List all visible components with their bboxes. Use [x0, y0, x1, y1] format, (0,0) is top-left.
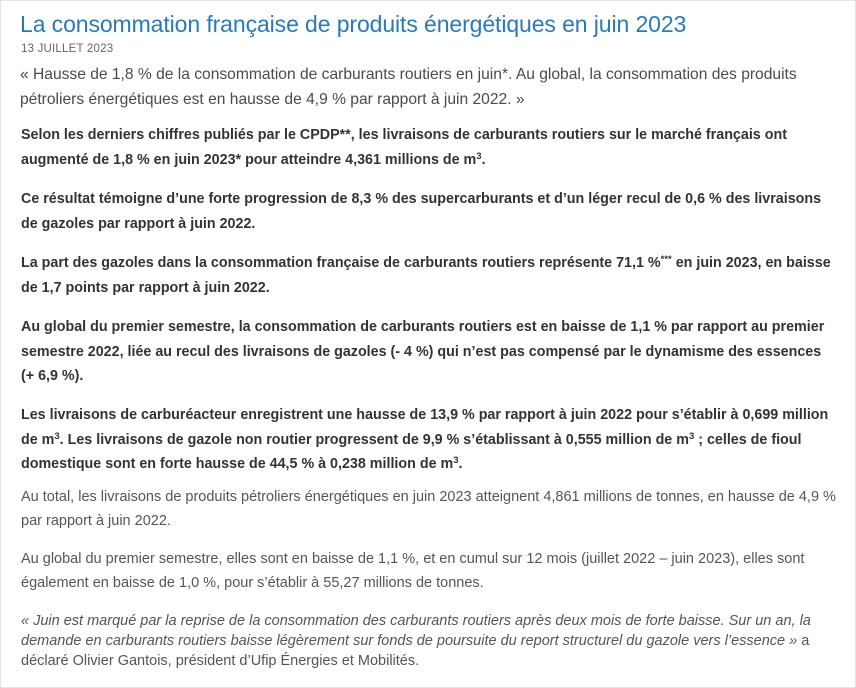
paragraph-text: . [481, 151, 486, 168]
paragraph-text: Les livraisons de carburéacteur enregistrent une hausse de 13,9 % par rapport à juin 2022 pour s’établir à 0,699 million de m [21, 407, 829, 448]
paragraph-gazoles-share [21, 251, 836, 300]
paragraph-carbureacteur [21, 403, 836, 477]
paragraph-text: La part des gazoles dans la consommation française de carburants routiers représente 71,1 % [21, 255, 661, 271]
paragraph-cumulative: Au global du premier semestre, elles sont en baisse de 1,1 %, et en cumul sur 12 mois (juillet 2022 – juin 2023), elles sont également en baisse de 1,0 %, pour s’établir à 55,27 millions de tonnes. [21, 551, 805, 591]
article-date: 13 JUILLET 2023 [21, 43, 114, 55]
paragraph-text: ; celles de fioul domestique sont en forte hausse de 44,5 % à 0,238 million de m [21, 431, 802, 472]
superscript: 3 [688, 430, 695, 442]
paragraph-text: en juin 2023, en baisse de 1,7 points par rapport à juin 2022. [21, 255, 831, 296]
quote-attribution: a déclaré Olivier Gantois, président d’Ufip Énergies et Mobilités. [21, 633, 810, 669]
paragraph-total-deliveries: Au total, les livraisons de produits pétroliers énergétiques en juin 2023 atteignent 4,861 millions de tonnes, en hausse de 4,9 % par rapport à juin 2022. [21, 489, 836, 529]
paragraph-text: Selon les derniers chiffres publiés par le CPDP**, les livraisons de carburants routiers sur le marché français ont augmenté de 1,8 % en juin 2023* pour atteindre 4,361 millions de m [21, 127, 787, 168]
superscript: 3 [54, 430, 60, 442]
paragraph-supercarburants: Ce résultat témoigne d’une forte progression de 8,3 % des supercarburants et d’un léger recul de 0,6 % des livraisons de gazoles par rapport à juin 2022. [21, 191, 822, 232]
article-lead: « Hausse de 1,8 % de la consommation de carburants routiers en juin*. Au global, la consommation des produits pétroliers énergétiques est en hausse de 4,9 % par rapport à juin 2022. » [20, 66, 797, 108]
superscript: 3 [453, 455, 459, 466]
paragraph-text: . [458, 456, 463, 472]
superscript: 3 [476, 150, 482, 162]
paragraph-text: . Les livraisons de gazole non routier progressent de 9,9 % s’établissant à 0,555 million de m [59, 431, 689, 448]
paragraph-semester: Au global du premier semestre, la consommation de carburants routiers est en baisse de 1,1 % par rapport au premier semestre 2022, liée au recul des livraisons de gazoles (- 4 %) qui n’est pas compensé par le dynamisme des essences (+ 6,9 %). [21, 319, 825, 384]
quote-paragraph [21, 611, 836, 671]
article-title: La consommation française de produits énergétiques en juin 2023 [20, 11, 687, 37]
quote-text: « Juin est marqué par la reprise de la consommation des carburants routiers après deux mois de forte baisse. Sur un an, la demande en carburants routiers baisse légèrement sur fonds de poursuite du report structurel du gazole vers l’essence » [21, 613, 811, 649]
paragraph-cpdp-figures [21, 123, 836, 172]
superscript: *** [660, 254, 672, 265]
